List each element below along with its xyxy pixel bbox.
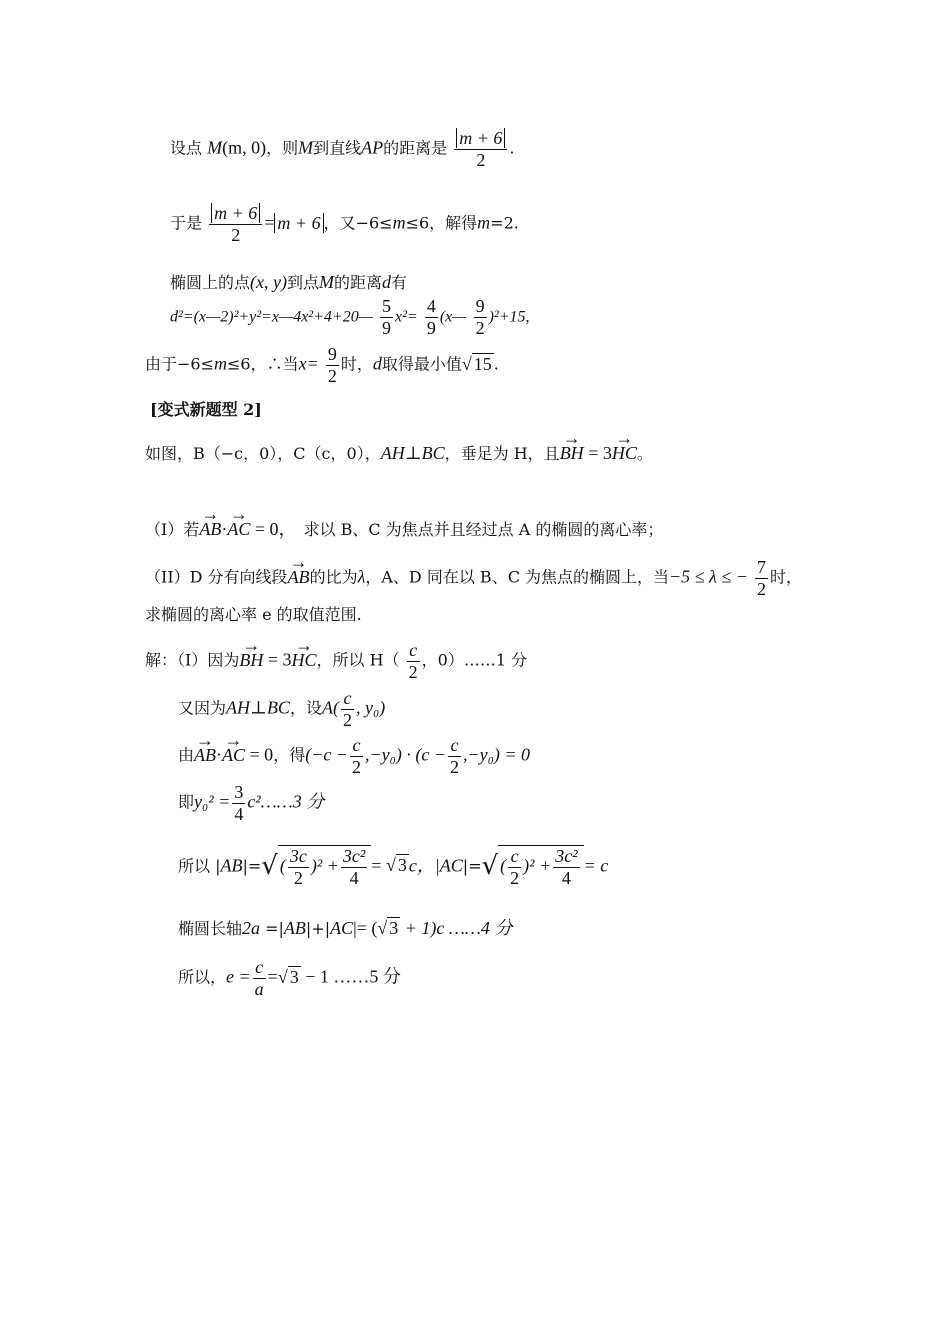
- expression: (x—: [439, 308, 467, 326]
- var-lambda: λ: [357, 566, 366, 587]
- numerator: 3: [234, 782, 244, 802]
- numerator: 7: [756, 557, 766, 577]
- expression: + 1)c ……4 分: [400, 918, 513, 938]
- text: |=: [242, 856, 262, 876]
- denominator: 2: [510, 867, 520, 888]
- expression: , y₀): [355, 697, 386, 718]
- sqrt: √ 3: [377, 918, 399, 938]
- text: 的距离: [334, 273, 383, 292]
- expression: )²+15,: [488, 308, 530, 326]
- fraction: [341, 846, 367, 888]
- expression: c，|: [408, 855, 440, 876]
- line-ab-ac-lengths: [178, 845, 608, 888]
- expression: x²=: [395, 308, 418, 326]
- line-problem-setup: [145, 443, 653, 464]
- numerator: 9: [475, 296, 485, 316]
- text: 设点: [170, 138, 203, 158]
- text: 所以 |: [178, 856, 221, 876]
- denominator: 2: [293, 867, 303, 888]
- text: 如图，B（−c，0），C（c，0），: [145, 444, 381, 463]
- var-m: m: [214, 353, 227, 374]
- fraction: [508, 846, 521, 888]
- text: 解：（I）因为: [145, 650, 240, 670]
- segment-ac: AC: [439, 855, 463, 876]
- fraction: [474, 296, 487, 338]
- sqrt: √ 3: [385, 855, 407, 876]
- text: 由于−6≤: [145, 354, 214, 374]
- text: 到直线: [313, 138, 362, 158]
- dot: ·: [221, 519, 228, 539]
- fraction: [380, 296, 393, 338]
- text: ≤6，∴当: [227, 354, 299, 374]
- radical-sign: √: [261, 850, 278, 881]
- line-part-one: [145, 519, 663, 540]
- equals: = 3: [263, 649, 292, 670]
- expression: − 1 ……5 分: [300, 966, 401, 987]
- radicand: [278, 845, 371, 888]
- text: （II）D 分有向线段: [145, 567, 288, 587]
- fraction: [755, 557, 768, 599]
- fraction: [341, 688, 354, 730]
- numerator: c: [341, 688, 354, 710]
- sqrt: √ 15: [461, 353, 492, 374]
- equals: =: [371, 855, 386, 876]
- expression: 2a: [242, 918, 261, 938]
- equals: =: [267, 966, 278, 987]
- text: 即: [178, 792, 195, 812]
- line-y0-squared: [178, 782, 324, 824]
- vector-bh: → BH: [560, 443, 584, 464]
- text: 又因为: [178, 698, 227, 718]
- vector-ac: → AC: [227, 519, 250, 540]
- denominator: 2: [342, 709, 352, 730]
- var-ap: AP: [361, 137, 384, 158]
- text: 由: [178, 745, 195, 765]
- sqrt: √ 3: [277, 966, 299, 987]
- text: 时，: [340, 354, 373, 374]
- fraction: [553, 846, 579, 888]
- text: 有: [391, 273, 408, 292]
- text: ≤6，解得: [405, 213, 478, 233]
- line-eccentricity: [178, 957, 401, 999]
- denominator: 9: [426, 317, 436, 338]
- text: 。: [636, 444, 653, 463]
- fraction: [454, 128, 507, 170]
- denominator: 2: [475, 317, 485, 338]
- text: ，垂足为 H，且: [444, 444, 560, 463]
- text: 椭圆长轴: [178, 919, 243, 938]
- denominator: 9: [382, 317, 392, 338]
- fraction: [350, 735, 363, 777]
- text: （I）若: [145, 520, 200, 539]
- line-major-axis: [178, 917, 512, 939]
- segment-ab: AB: [220, 855, 243, 876]
- text: 所以，: [178, 967, 227, 987]
- text: =2.: [490, 213, 519, 233]
- radicand: 15: [473, 353, 492, 374]
- section-heading: [变式新题型 2]: [150, 400, 262, 419]
- var-x: x=: [298, 353, 319, 374]
- text: ，A、D 同在以 B、C 为焦点的椭圆上，当: [365, 567, 670, 587]
- denominator: 4: [234, 803, 244, 824]
- var-m: M: [207, 137, 223, 158]
- point-xy: (x, y): [250, 272, 287, 292]
- numerator: c: [350, 735, 363, 757]
- denominator: 2: [408, 661, 418, 682]
- equals: = 0，: [250, 519, 288, 539]
- expression: d²=(x—2)²+y²=x—4x²+4+20—: [170, 308, 373, 326]
- vector-bh: → BH: [239, 650, 263, 671]
- text: 于是: [170, 213, 203, 233]
- text: ，0）……1 分: [421, 650, 528, 670]
- line-solution-one: [145, 640, 527, 682]
- denominator: 2: [756, 578, 766, 599]
- text: ，设: [289, 698, 322, 718]
- vector-hc: → HC: [291, 650, 316, 671]
- perp-expr: AH⊥BC: [226, 697, 290, 718]
- vector-ac: → AC: [222, 745, 245, 766]
- numerator: 5: [382, 296, 392, 316]
- expression: )² +: [523, 855, 552, 876]
- denominator: 2: [476, 149, 486, 170]
- expression: (: [279, 855, 286, 876]
- expression: )² +: [310, 855, 339, 876]
- line-min-value: [145, 344, 499, 386]
- line-solve-m: [170, 203, 519, 245]
- denominator: 4: [349, 867, 359, 888]
- radicand: 3: [397, 855, 407, 876]
- denominator: 2: [231, 224, 241, 245]
- var-m: m: [392, 212, 406, 233]
- expression: y₀² =: [194, 791, 231, 812]
- expression: ,−y₀) = 0: [463, 744, 531, 765]
- fraction: [448, 735, 461, 777]
- numerator: 9: [327, 344, 337, 364]
- text: 求以 B、C 为焦点并且经过点 A 的椭圆的离心率；: [287, 520, 664, 539]
- expression: ,−y₀) · (c −: [364, 744, 447, 765]
- dot: ·: [216, 744, 223, 765]
- denominator: a: [254, 978, 264, 999]
- numerator: c: [448, 735, 461, 757]
- abs-expression: m + 6: [274, 213, 323, 233]
- text: ，又−6≤: [323, 213, 393, 233]
- text: 时，: [769, 567, 802, 587]
- var-m: M: [319, 272, 334, 292]
- vector-ab: → AB: [199, 519, 221, 540]
- expression: |= (: [353, 918, 378, 938]
- numerator: 3c²: [342, 846, 366, 866]
- inequality: −5 ≤ λ ≤ −: [669, 566, 748, 587]
- perp-expr: AH⊥BC: [380, 443, 445, 463]
- text: 的比为: [309, 567, 358, 587]
- numerator: m + 6: [211, 203, 260, 223]
- line-ellipse-point: [170, 272, 407, 293]
- fraction: [407, 640, 420, 682]
- var-d: d: [382, 272, 392, 292]
- radical-sign: √: [481, 850, 499, 881]
- fraction: [232, 782, 245, 824]
- fraction: [326, 344, 339, 386]
- var-m: m: [477, 212, 491, 233]
- radicand: 3: [289, 966, 299, 987]
- numerator: 3c: [289, 846, 307, 866]
- segment-ab: AB: [283, 918, 306, 938]
- vector-hc: → HC: [612, 443, 637, 464]
- text: ，得: [273, 745, 306, 765]
- text: ，则: [266, 138, 299, 158]
- text: 椭圆上的点: [170, 273, 251, 292]
- fraction: [253, 957, 266, 999]
- text: .: [509, 138, 515, 158]
- text: 取得最小值: [381, 354, 462, 374]
- text: ，所以 H（: [316, 650, 400, 670]
- equals: = 0: [245, 744, 274, 765]
- line-d-squared: [170, 296, 529, 338]
- segment-ac: AC: [330, 918, 354, 938]
- text: |=: [462, 856, 482, 876]
- line-part-two: [145, 557, 802, 599]
- numerator: 3c²: [555, 846, 578, 866]
- fraction: [288, 846, 309, 888]
- point-a: A(: [321, 697, 339, 718]
- expression: c²……3 分: [247, 791, 325, 812]
- vector-ab: → AB: [288, 567, 310, 588]
- equals: =: [264, 212, 275, 233]
- text: 的距离是: [383, 138, 448, 158]
- expression: = c: [583, 855, 609, 876]
- radicand: [498, 845, 583, 888]
- denominator: 4: [561, 867, 571, 888]
- line-distance-m-to-ap: [170, 128, 515, 170]
- text: 到点: [286, 273, 319, 292]
- line-set-a: [178, 688, 385, 730]
- line-find-range: 求椭圆的离心率 e 的取值范围.: [145, 605, 362, 624]
- coord: (m, 0): [222, 137, 267, 158]
- expression: (−c −: [305, 744, 348, 765]
- text: =|: [260, 919, 284, 938]
- equals: = 3: [583, 443, 612, 463]
- radicand: 3: [389, 918, 399, 938]
- expression: e =: [226, 966, 251, 987]
- var-m: M: [298, 137, 314, 158]
- numerator: m + 6: [456, 128, 505, 148]
- denominator: 2: [327, 365, 337, 386]
- numerator: c: [407, 640, 420, 662]
- numerator: c: [508, 846, 521, 868]
- denominator: 2: [351, 756, 361, 777]
- expression: (: [500, 855, 507, 876]
- denominator: 2: [450, 756, 460, 777]
- numerator: 4: [426, 296, 436, 316]
- var-d: d: [372, 353, 382, 374]
- vector-ab: → AB: [194, 745, 216, 766]
- fraction: [425, 296, 438, 338]
- numerator: c: [253, 957, 266, 979]
- line-dot-product: [178, 735, 530, 777]
- text: .: [493, 354, 499, 374]
- text: |+|: [305, 919, 331, 938]
- fraction: [209, 203, 262, 245]
